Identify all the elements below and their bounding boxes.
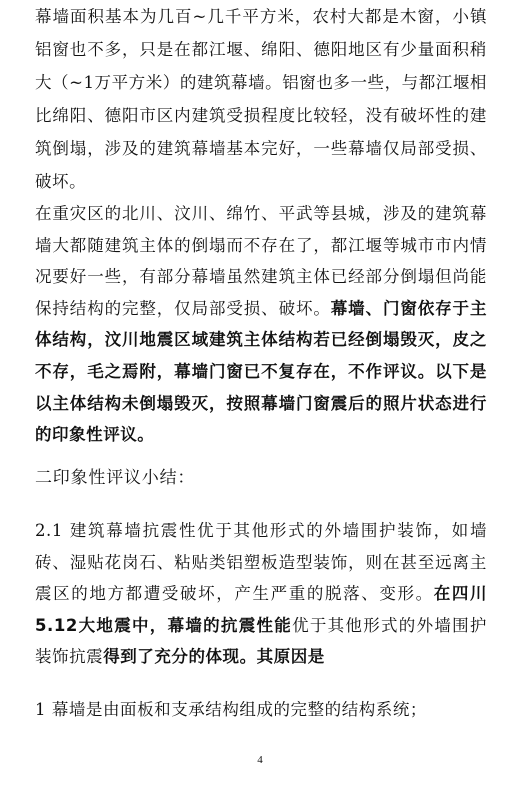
paragraph-seismic-performance bbox=[35, 515, 487, 673]
paragraph-severe-disaster-area bbox=[35, 198, 487, 451]
paragraph-text: 优于其他形式的外墙围护装饰抗震 bbox=[35, 615, 487, 666]
paragraph-text: 在重灾区的北川、汶川、绵竹、平武等县城，涉及的建筑幕墙大都随建筑主体的倒塌而不存在了，都江堰等城市市内情况要好一些，有部分幕墙虽然建筑主体已经部分倒塌但尚能保持结构的完整，仅局部受损、破坏。 bbox=[35, 204, 487, 318]
paragraph-bold-text: 得到了充分的体现。其原因是 bbox=[103, 647, 325, 666]
paragraph-bold-text: 幕墙、门窗依存于主体结构，汶川地震区域建筑主体结构若已经倒塌毁灭，皮之不存，毛之焉附，幕墙门窗已不复存在，不作评议。以下是以主体结构未倒塌毁灭，按照幕墙门窗震后的照片状态进行的印象性评议。 bbox=[35, 298, 487, 445]
paragraph-text: 幕墙面积基本为几百~几千平方米，农村大都是木窗，小镇铝窗也不多，只是在都江堰、绵阳、德阳地区有少量面积稍大（~1万平方米）的建筑幕墙。铝窗也多一些，与都江堰相比绵阳、德阳市区内建筑受损程度比较轻，没有破坏性的建筑倒塌，涉及的建筑幕墙基本完好，一些幕墙仅局部受损、破坏。 bbox=[35, 7, 487, 191]
paragraph-bold-text: 在四川 5.12大地震中，幕墙的抗震性能 bbox=[35, 584, 487, 635]
paragraph-earthquake-curtain-wall-areas bbox=[35, 0, 487, 198]
page-number: 4 bbox=[257, 754, 263, 766]
paragraph-text: 1 幕墙是由面板和支承结构组成的完整的结构系统； bbox=[35, 700, 427, 719]
section-heading: 二印象性评议小结： bbox=[35, 468, 196, 488]
paragraph-text: 2.1 建筑幕墙抗震性优于其他形式的外墙围护装饰，如墙砖、湿贴花岗石、粘贴类铝塑板造型装饰，则在甚至远离主震区的地方都遭受破坏，产生严重的脱落、变形。 bbox=[35, 521, 487, 603]
paragraph-structural-system bbox=[35, 693, 487, 726]
